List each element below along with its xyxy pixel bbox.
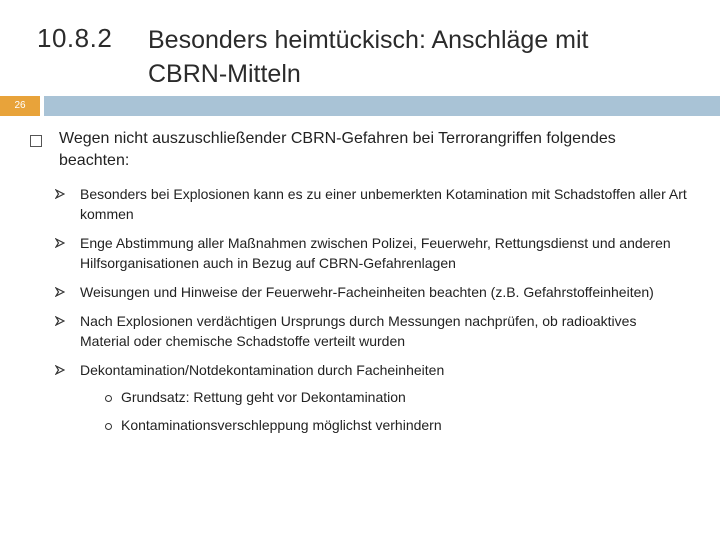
sub-bullet-list [55,184,690,443]
list-item [55,282,690,302]
sub-list-item [105,415,444,435]
list-item-text: Enge Abstimmung aller Maßnahmen zwischen Polizei, Feuerwehr, Rettungsdienst und anderen Hilfsorganisationen auch in Bezug auf CBRN-Gefahrenlagen [80,235,671,271]
arrow-head-icon [55,238,65,248]
arrow-head-icon [55,316,65,326]
square-outline-icon [30,135,42,147]
arrow-head-icon [55,287,65,297]
arrow-head-icon [55,365,65,375]
sub-sub-bullet-list [105,387,444,435]
list-item [55,184,690,224]
list-item [55,360,690,443]
circle-outline-icon [105,423,112,430]
list-item [55,233,690,273]
slide-title: Besonders heimtückisch: Anschläge mit CBRN-Mitteln [148,26,589,88]
arrow-head-icon [55,189,65,199]
circle-outline-icon [105,395,112,402]
list-item [55,311,690,351]
slide-section-number: 10.8.2 [37,23,113,53]
main-bullet [30,128,690,172]
page-number-badge: 26 [0,96,40,116]
list-item-text: Besonders bei Explosionen kann es zu einer unbemerkten Kotamination mit Schadstoffen aller Art kommen [80,186,687,222]
sub-list-item [105,387,444,407]
header-bar [44,96,720,116]
list-item-body [80,360,444,443]
list-item-text: Weisungen und Hinweise der Feuerwehr-Facheinheiten beachten (z.B. Gefahrstoffeinheiten) [80,284,654,300]
list-item-text: Nach Explosionen verdächtigen Ursprungs durch Messungen nachprüfen, ob radioaktives Material oder chemische Schadstoffe verteilt wurden [80,313,637,349]
sub-list-item-text: Kontaminationsverschleppung möglichst verhindern [121,417,442,433]
sub-list-item-text: Grundsatz: Rettung geht vor Dekontamination [121,389,406,405]
content-area [30,128,690,452]
main-bullet-text: Wegen nicht auszuschließender CBRN-Gefahren bei Terrorangriffen folgendes beachten: [59,130,616,169]
list-item-text: Dekontamination/Notdekontamination durch Facheinheiten [80,362,445,378]
